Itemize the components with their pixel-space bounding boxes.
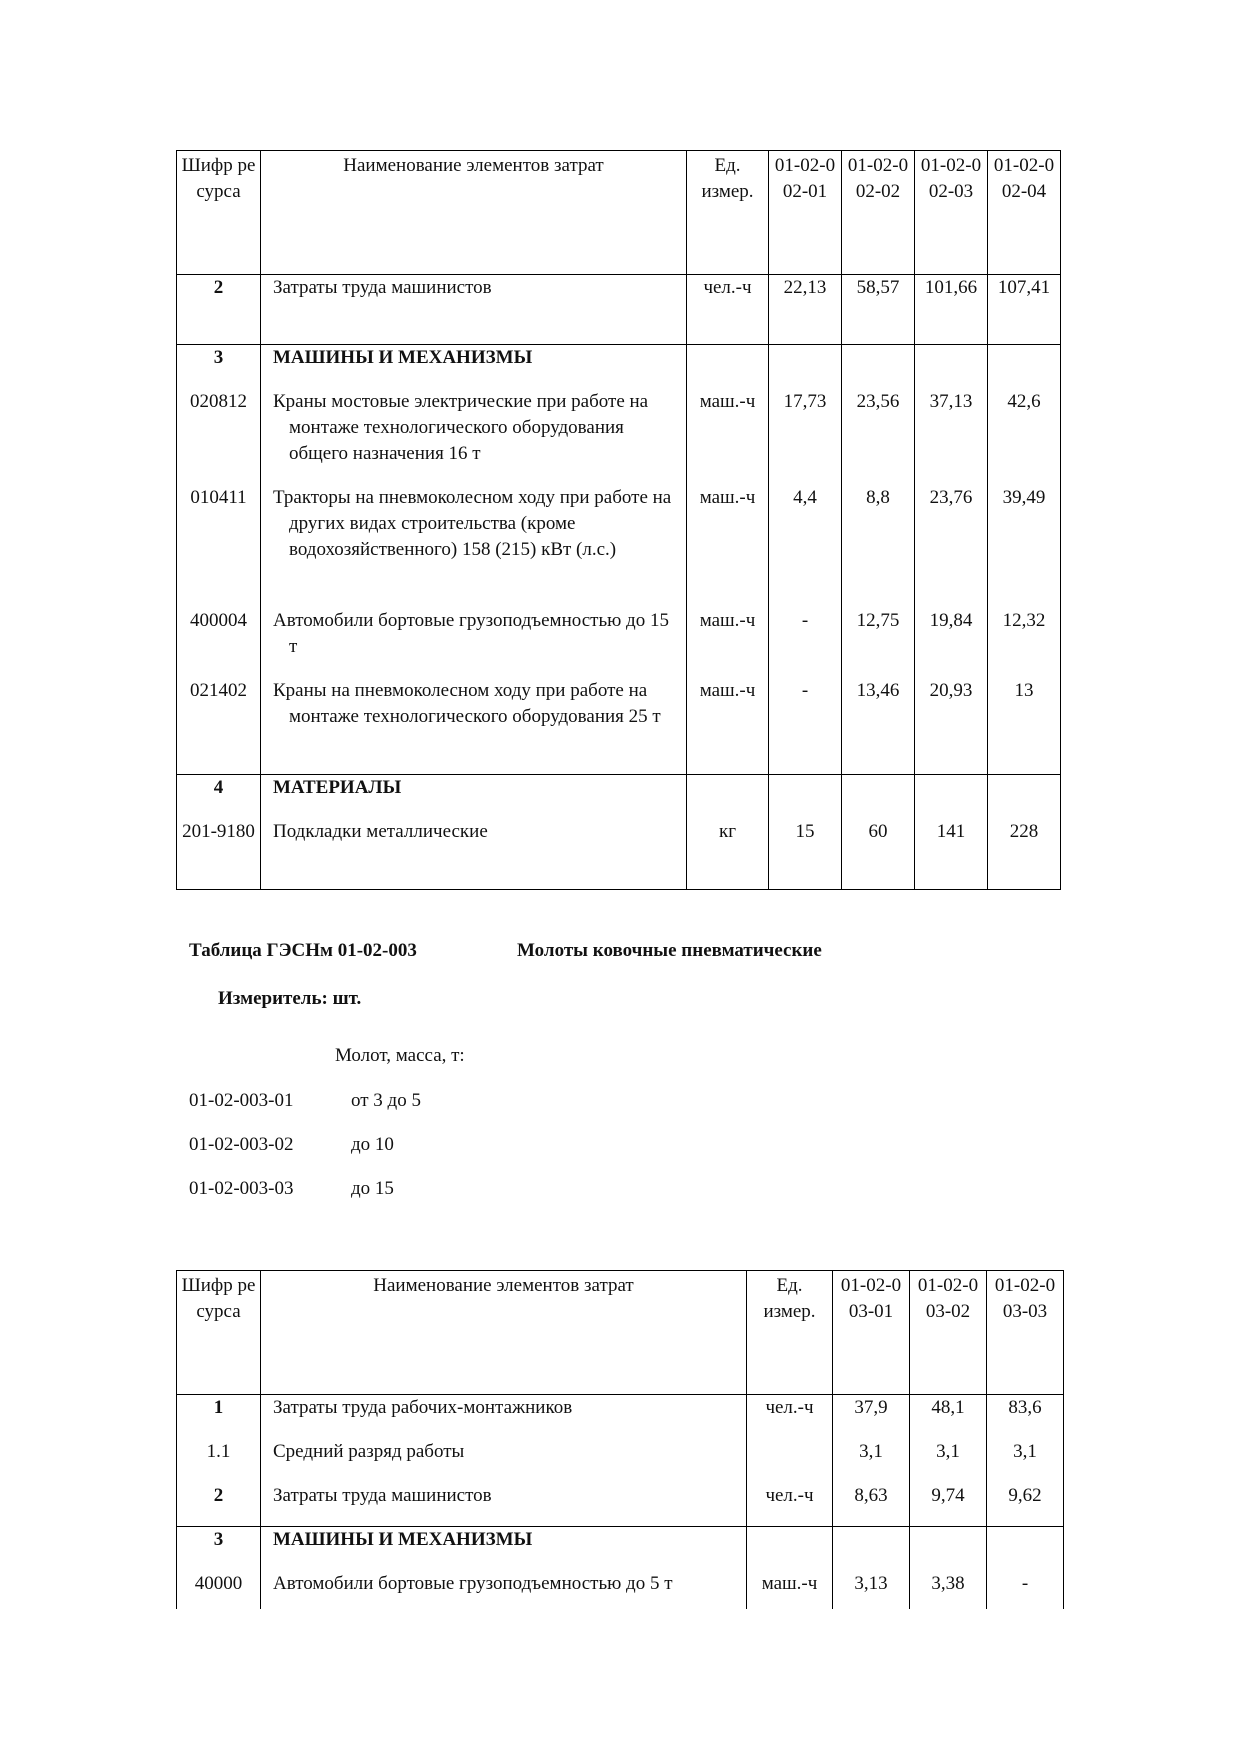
item-desc: до 15 (351, 1178, 394, 1199)
row-value: 39,49 (988, 485, 1061, 608)
row-code: 2 (177, 1483, 261, 1527)
row-unit: маш.-ч (687, 608, 769, 678)
table-row (177, 678, 1061, 775)
item-code: 01-02-003-02 (189, 1134, 294, 1155)
row-value: 3,13 (833, 1571, 910, 1609)
row-code: 4 (177, 775, 261, 819)
row-value: 3,1 (833, 1439, 910, 1483)
table-row (177, 1483, 1064, 1527)
row-value: - (769, 608, 842, 678)
header-name: Наименование элементов затрат (261, 151, 687, 275)
row-name: Затраты труда рабочих-монтажников (261, 1395, 747, 1439)
header-name: Наименование элементов затрат (261, 1271, 747, 1395)
row-code: 3 (177, 1527, 261, 1571)
row-value: 23,76 (915, 485, 988, 608)
header-col-1: 01-02-002-01 (769, 151, 842, 275)
row-value: 12,75 (842, 608, 915, 678)
row-value: 12,32 (988, 608, 1061, 678)
row-name: Средний разряд работы (261, 1439, 747, 1483)
row-unit: маш.-ч (747, 1571, 833, 1609)
item-desc: от 3 до 5 (351, 1090, 421, 1111)
row-unit: маш.-ч (687, 389, 769, 485)
header-col-1: 01-02-003-01 (833, 1271, 910, 1395)
header-col-3: 01-02-002-03 (915, 151, 988, 275)
row-value: 4,4 (769, 485, 842, 608)
row-value: 101,66 (915, 275, 988, 345)
row-value: 9,62 (987, 1483, 1064, 1527)
table-title: Молоты ковочные пневматические (517, 940, 822, 961)
row-value: 3,1 (910, 1439, 987, 1483)
table-label: Таблица ГЭСНм 01-02-003 (189, 940, 417, 961)
header-col-2: 01-02-002-02 (842, 151, 915, 275)
row-value: 15 (769, 819, 842, 890)
row-value: 42,6 (988, 389, 1061, 485)
header-col-4: 01-02-002-04 (988, 151, 1061, 275)
row-value: 58,57 (842, 275, 915, 345)
header-col-2: 01-02-003-02 (910, 1271, 987, 1395)
row-value: 141 (915, 819, 988, 890)
row-value: 23,56 (842, 389, 915, 485)
section-row (177, 1527, 1064, 1571)
row-value: 3,1 (987, 1439, 1064, 1483)
row-name: Затраты труда машинистов (261, 1483, 747, 1527)
table-row (177, 485, 1061, 608)
row-name: Краны мостовые электрические при работе на монтаже технологического оборудования общего назначения 16 т (273, 390, 649, 464)
table-row (177, 1439, 1064, 1483)
row-code: 1.1 (177, 1439, 261, 1483)
row-value: 60 (842, 819, 915, 890)
row-unit: маш.-ч (687, 678, 769, 775)
row-value: 13 (988, 678, 1061, 775)
item-code: 01-02-003-03 (189, 1178, 294, 1199)
row-code: 021402 (177, 678, 261, 775)
row-value: 13,46 (842, 678, 915, 775)
measure-unit: Измеритель: шт. (218, 988, 362, 1009)
table-row (177, 608, 1061, 678)
section-row (177, 345, 1061, 389)
row-value: 19,84 (915, 608, 988, 678)
table-row (177, 819, 1061, 890)
row-name: Автомобили бортовые грузоподъемностью до 5 т (261, 1571, 747, 1609)
row-unit: чел.-ч (747, 1483, 833, 1527)
row-value: 37,9 (833, 1395, 910, 1439)
table-row (177, 389, 1061, 485)
section-row (177, 775, 1061, 819)
header-code: Шифр ресурса (177, 151, 261, 275)
row-value: 9,74 (910, 1483, 987, 1527)
section-title: МАШИНЫ И МЕХАНИЗМЫ (261, 345, 687, 389)
header-col-3: 01-02-003-03 (987, 1271, 1064, 1395)
row-code: 3 (177, 345, 261, 389)
row-value: 48,1 (910, 1395, 987, 1439)
row-value: 20,93 (915, 678, 988, 775)
header-unit: Ед. измер. (747, 1271, 833, 1395)
parameter-label: Молот, масса, т: (335, 1045, 465, 1066)
row-name: Краны на пневмоколесном ходу при работе на монтаже технологического оборудования 25 т (273, 679, 661, 727)
row-value: 8,63 (833, 1483, 910, 1527)
table-header-row (177, 151, 1061, 275)
row-value: 107,41 (988, 275, 1061, 345)
row-unit: маш.-ч (687, 485, 769, 608)
section-title: МАШИНЫ И МЕХАНИЗМЫ (261, 1527, 747, 1571)
table-header-row (177, 1271, 1064, 1395)
table-row (177, 1571, 1064, 1609)
item-desc: до 10 (351, 1134, 394, 1155)
row-unit: кг (687, 819, 769, 890)
row-name: Тракторы на пневмоколесном ходу при работе на других видах строительства (кроме водохозяйственного) 158 (215) кВт (л.с.) (273, 486, 672, 560)
resource-table-01-02-003 (176, 1270, 1064, 1609)
row-code: 40000 (177, 1571, 261, 1609)
row-code: 1 (177, 1395, 261, 1439)
row-value: - (987, 1571, 1064, 1609)
row-code: 2 (177, 275, 261, 345)
row-value: 3,38 (910, 1571, 987, 1609)
row-value: - (769, 678, 842, 775)
header-unit: Ед. измер. (687, 151, 769, 275)
row-name: Автомобили бортовые грузоподъемностью до 15 т (273, 609, 669, 657)
row-code: 020812 (177, 389, 261, 485)
item-code: 01-02-003-01 (189, 1090, 294, 1111)
row-name: Подкладки металлические (261, 819, 687, 890)
section-title: МАТЕРИАЛЫ (261, 775, 687, 819)
row-unit: чел.-ч (687, 275, 769, 345)
row-value: 8,8 (842, 485, 915, 608)
row-unit: чел.-ч (747, 1395, 833, 1439)
resource-table-01-02-002 (176, 150, 1061, 890)
row-unit (747, 1439, 833, 1483)
row-value: 37,13 (915, 389, 988, 485)
table-row (177, 1395, 1064, 1439)
row-name: Затраты труда машинистов (261, 275, 687, 345)
header-code: Шифр ресурса (177, 1271, 261, 1395)
row-code: 010411 (177, 485, 261, 608)
row-value: 22,13 (769, 275, 842, 345)
row-value: 83,6 (987, 1395, 1064, 1439)
row-code: 201-9180 (177, 819, 261, 890)
table-row (177, 275, 1061, 345)
row-value: 228 (988, 819, 1061, 890)
row-code: 400004 (177, 608, 261, 678)
row-value: 17,73 (769, 389, 842, 485)
